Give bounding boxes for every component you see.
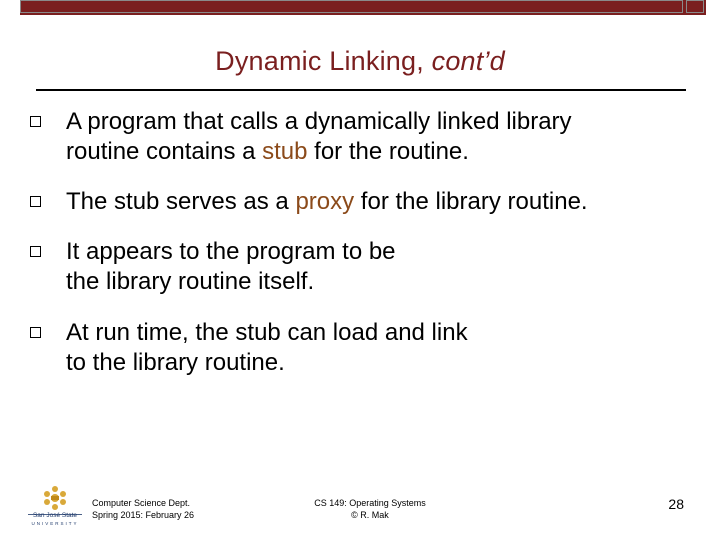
- bullet-line: At run time, the stub can load and link: [66, 319, 468, 346]
- logo-wordmark: San José State: [32, 512, 78, 519]
- footer-course-title: [300, 497, 440, 521]
- logo-subtext: UNIVERSITY: [31, 521, 79, 526]
- bullet-text: [66, 237, 686, 297]
- bullet-line: It appears to the program to be: [66, 238, 396, 265]
- footer-line: CS 149: Operating Systems: [314, 498, 426, 508]
- bullet-line: The stub serves as a: [66, 188, 296, 215]
- title-italic: cont’d: [431, 46, 505, 76]
- highlight-term: proxy: [295, 188, 355, 215]
- top-bar-band: [20, 0, 683, 13]
- bullet-text: [66, 318, 686, 378]
- footer-line: © R. Mak: [351, 510, 389, 520]
- bullet-line: for the library routine.: [354, 188, 588, 215]
- bullet-line: the library routine itself.: [66, 268, 315, 295]
- footer-course-info: [92, 497, 194, 521]
- square-bullet-icon: [30, 116, 41, 127]
- bullet-line: for the routine.: [307, 138, 469, 165]
- footer-line: Computer Science Dept.: [92, 498, 191, 508]
- bullet-text: [66, 107, 686, 167]
- bullet-line: A program that calls a dynamically linked library: [66, 108, 572, 135]
- square-bullet-icon: [30, 246, 41, 257]
- square-bullet-icon: [30, 196, 41, 207]
- footer-line: Spring 2015: February 26: [92, 510, 195, 520]
- top-bar-square: [686, 0, 704, 13]
- bullet-text: [66, 187, 686, 217]
- slide-title: [0, 46, 720, 77]
- highlight-term: stub: [262, 138, 308, 165]
- title-divider: [36, 89, 686, 91]
- bullet-line: routine contains a: [66, 138, 263, 165]
- bullet-line: to the library routine.: [66, 349, 285, 376]
- title-main: Dynamic Linking,: [215, 46, 424, 76]
- page-number: 28: [668, 496, 684, 512]
- university-logo: [26, 484, 84, 526]
- square-bullet-icon: [30, 327, 41, 338]
- top-decorative-bar: [20, 0, 706, 15]
